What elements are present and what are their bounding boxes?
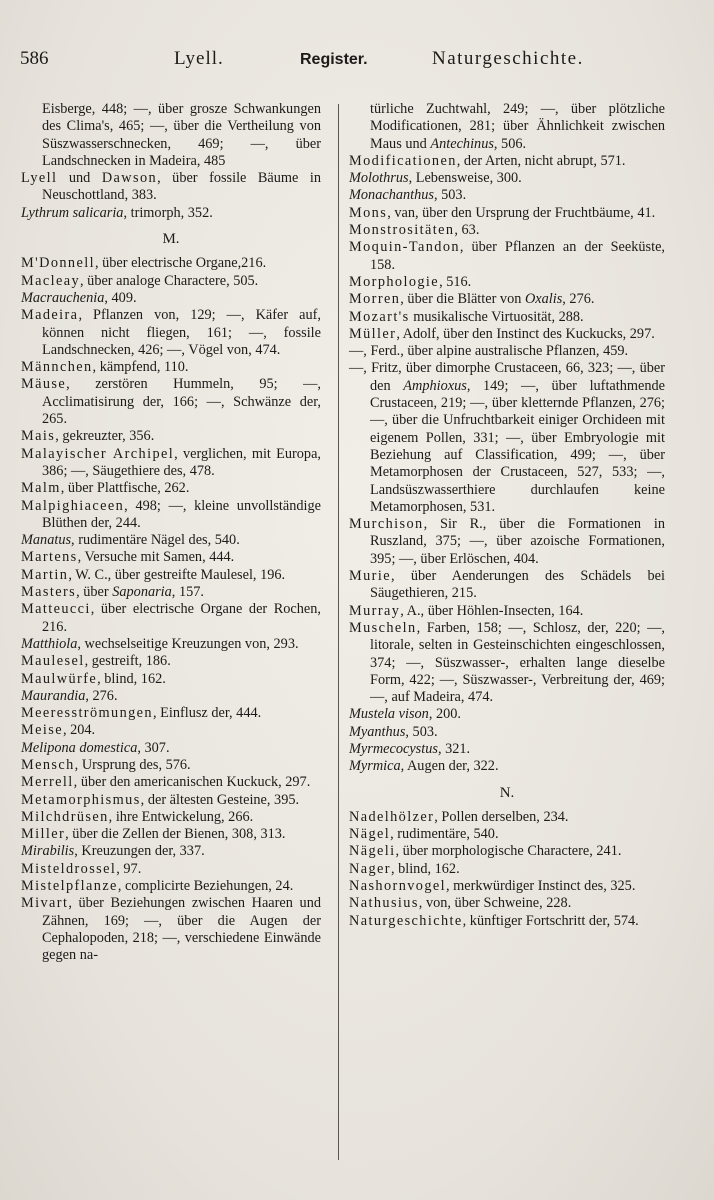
- entry-text: , blind, 162.: [390, 860, 460, 877]
- index-entry: [21, 307, 321, 359]
- entry-text: , der Arten, nicht abrupt, 571.: [456, 152, 626, 169]
- entry-text: , gestreift, 186.: [84, 653, 171, 670]
- entry-text: , der ältesten Gesteine, 395.: [140, 791, 300, 808]
- entry-headword: Murchison: [349, 516, 424, 533]
- index-entry: [21, 359, 321, 376]
- entry-italic-term: Myrmica: [349, 758, 401, 775]
- entry-text: , 204.: [62, 722, 96, 739]
- entry-text: , Ursprung des, 576.: [74, 756, 191, 773]
- index-entry: [21, 446, 321, 481]
- index-entry: [21, 205, 321, 222]
- index-entry: [21, 567, 321, 584]
- entry-text: , W. C., über gestreifte Maulesel, 196.: [68, 566, 286, 583]
- entry-headword: Metamorphismus: [21, 791, 141, 808]
- entry-headword: Macleay: [21, 272, 81, 289]
- entry-text: , 276.: [562, 291, 595, 308]
- entry-headword: Nägeli: [349, 843, 396, 860]
- entry-headword: Mistelpflanze: [21, 878, 118, 895]
- entry-headword: Nathusius: [349, 895, 419, 912]
- index-entry: [349, 222, 665, 239]
- entry-italic-term: Mirabilis: [21, 843, 75, 860]
- entry-text: , über die Zellen der Bienen, 308, 313.: [65, 826, 286, 843]
- index-entry: [21, 740, 321, 757]
- entry-headword: Mäuse: [21, 376, 67, 393]
- index-entry: [349, 878, 665, 895]
- index-entry: [21, 774, 321, 791]
- entry-italic-term: Monachanthus: [349, 187, 434, 204]
- entry-headword: Mons: [349, 204, 388, 221]
- entry-headword: Madeira: [21, 307, 79, 324]
- entry-italic-term: Saponaria: [112, 584, 172, 601]
- entry-text: , 503.: [433, 187, 467, 204]
- entry-headword: Modificationen: [349, 152, 457, 169]
- index-entry: [349, 620, 665, 706]
- running-head-section: Register.: [300, 51, 368, 68]
- entry-headword: Malayischer Archipel: [21, 445, 175, 462]
- entry-headword: Dawson: [101, 170, 158, 187]
- entry-text: , 503.: [405, 723, 438, 740]
- entry-text: , gekreuzter, 356.: [55, 428, 155, 445]
- entry-headword: Morphologie: [349, 273, 440, 290]
- index-entry: [349, 309, 665, 326]
- entry-headword: Morren: [349, 291, 401, 308]
- entry-headword: Nashornvogel: [349, 878, 447, 895]
- index-entry: [21, 722, 321, 739]
- entry-text: , complicirte Beziehungen, 24.: [117, 878, 294, 895]
- index-entry: [21, 549, 321, 566]
- entry-text: , 97.: [116, 860, 142, 877]
- entry-text: , über Pflanzen an der Seeküste, 158.: [370, 239, 665, 273]
- entry-headword: Martens: [21, 549, 78, 566]
- index-entry: [21, 601, 321, 636]
- index-entry: [349, 326, 665, 343]
- running-header: [20, 48, 694, 78]
- entry-headword: Monstrositäten: [349, 222, 455, 239]
- entry-headword: Männchen: [21, 359, 93, 376]
- entry-headword: Mozart's: [349, 308, 410, 325]
- entry-text: , Farben, 158; —, Schlosz, der, 220; —, litorale, selten in Gesteinschichten eingeschlossen, 374; —, Süszwasser-, erhalten lange dieselbe Form, 422; —, Süszwasser-, Verbreitung der, 469; —, auf Madeira, 474.: [370, 619, 665, 706]
- index-entry: [349, 861, 665, 878]
- entry-headword: Mais: [21, 428, 56, 445]
- entry-text: , wechselseitige Kreuzungen von, 293.: [77, 635, 299, 652]
- index-entry: [21, 532, 321, 549]
- entry-headword: Malpighiaceen: [21, 497, 125, 514]
- entry-text: , Kreuzungen der, 337.: [74, 843, 205, 860]
- entry-headword: Müller: [349, 325, 397, 342]
- entry-text: , 498; —, kleine unvollständige Blüthen der, 244.: [42, 497, 321, 531]
- entry-headword: Moquin-Tandon: [349, 239, 460, 256]
- entry-headword: Murray: [349, 602, 401, 619]
- index-entry: [349, 343, 665, 360]
- entry-text: , von, über Schweine, 228.: [418, 895, 572, 912]
- index-entry: [21, 688, 321, 705]
- index-entry: [349, 239, 665, 274]
- entry-text: , über Plattfische, 262.: [60, 480, 190, 497]
- entry-text: , künftiger Fortschritt der, 574.: [462, 912, 639, 929]
- index-entry: [349, 101, 665, 153]
- index-entry: [21, 376, 321, 428]
- column-rule: [338, 104, 339, 1160]
- entry-text: , über electrische Organe der Rochen, 216.: [42, 601, 321, 635]
- index-entry: [21, 705, 321, 722]
- index-entry: [21, 757, 321, 774]
- section-letter: N.: [499, 784, 515, 801]
- index-entry: [21, 428, 321, 445]
- entry-text: , über die Blätter von: [400, 291, 525, 308]
- entry-text: türliche Zuchtwahl, 249; —, über plötzliche Modificationen, 281; über Ähnlichkeit zwischen Maus und: [370, 101, 665, 152]
- index-entry: [21, 895, 321, 964]
- entry-text: , Einflusz der, 444.: [152, 705, 262, 722]
- index-entry: [21, 498, 321, 533]
- entry-headword: Matteucci: [21, 601, 91, 618]
- entry-text: , 307.: [137, 739, 170, 756]
- index-entry: [349, 153, 665, 170]
- index-entry: [349, 568, 665, 603]
- entry-italic-term: Mustela vison: [349, 706, 429, 723]
- index-entry: [349, 706, 665, 723]
- entry-italic-term: Manatus: [21, 532, 72, 549]
- entry-text: , rudimentäre, 540.: [390, 826, 499, 843]
- index-entry: [21, 273, 321, 290]
- entry-text: , A., über Höhlen-Insecten, 164.: [400, 602, 584, 619]
- index-entry: [349, 843, 665, 860]
- entry-text: , verglichen, mit Europa, 386; —, Säugethiere des, 478.: [42, 445, 322, 479]
- index-entry: [21, 170, 321, 205]
- entry-text: , über den americanischen Kuckuck, 297.: [73, 774, 311, 791]
- entry-text: , kämpfend, 110.: [92, 359, 189, 376]
- section-letter: M.: [162, 231, 180, 248]
- entry-text: , 321.: [437, 740, 471, 757]
- index-entry: [21, 584, 321, 601]
- entry-italic-term: Macrauchenia: [21, 289, 105, 306]
- entry-text: , Versuche mit Samen, 444.: [77, 549, 235, 566]
- entry-headword: Nägel: [349, 826, 391, 843]
- entry-headword: Mivart: [21, 895, 69, 912]
- entry-italic-term: Antechinus: [430, 135, 494, 152]
- entry-text: , 276.: [85, 687, 118, 704]
- index-entry: [21, 671, 321, 688]
- entry-text: Eisberge, 448; —, über grosze Schwankungen des Clima's, 465; —, über die Vertheilung von Süszwasserschnecken, 469; —, über Landschnecken in Madeira, 485: [42, 101, 321, 169]
- entry-headword: Martin: [21, 566, 69, 583]
- index-entry: [349, 360, 665, 516]
- entry-text: , über Beziehungen zwischen Haaren und Zähnen, 169; —, über die Augen der Cephalopoden, 218; —, verschiedene Einwände gegen na-: [42, 895, 321, 964]
- running-head-title: Naturgeschichte.: [432, 48, 584, 69]
- entry-text: , über electrische Organe,216.: [94, 255, 267, 272]
- index-column-left: [21, 101, 321, 965]
- entry-italic-term: Maurandia: [21, 687, 86, 704]
- index-entry: [21, 290, 321, 307]
- entry-headword: Muscheln: [349, 619, 417, 636]
- index-entry: [349, 170, 665, 187]
- entry-text: , 516.: [439, 273, 472, 290]
- entry-text: , über Aenderungen des Schädels bei Säugethieren, 215.: [370, 568, 665, 602]
- index-entry: [21, 101, 321, 170]
- entry-italic-term: Amphioxus: [403, 377, 467, 394]
- index-entry: [21, 480, 321, 497]
- index-entry: [349, 913, 665, 930]
- entry-headword: Misteldrossel: [21, 860, 117, 877]
- entry-headword: Mensch: [21, 756, 75, 773]
- entry-text: , blind, 162.: [97, 670, 166, 687]
- entry-text: , über: [76, 584, 113, 601]
- index-entry: [349, 291, 665, 308]
- entry-headword: Naturgeschichte: [349, 912, 463, 929]
- entry-headword: Merrell: [21, 774, 74, 791]
- entry-headword: Maulwürfe: [21, 670, 98, 687]
- index-entry: [349, 516, 665, 568]
- entry-headword: Masters: [21, 584, 77, 601]
- entry-text: , rudimentäre Nägel des, 540.: [71, 532, 240, 549]
- entry-text: , über fossile Bäume in Neuschottland, 383.: [42, 170, 321, 204]
- entry-headword: Milchdrüsen: [21, 808, 109, 825]
- entry-headword: Meeresströmungen: [21, 705, 153, 722]
- index-entry: [349, 895, 665, 912]
- index-entry: [349, 205, 665, 222]
- entry-headword: Meise: [21, 722, 63, 739]
- running-head-author: Lyell.: [174, 48, 224, 69]
- entry-text: , 149; —, über luftathmende Crustaceen, 219; —, über kletternde Pflanzen, 276; —, über die Unfruchtbarkeit einiger Orchideen mit eigenem Pollen, 331; —, über Embryologie mit Beziehung auf Classification, 499; —, über Metamorphosen der Crustaceen, 527, 533; —, Landsüszwasserthiere durchlaufen keine Metamorphosen, 531.: [370, 377, 665, 515]
- index-entry: [21, 861, 321, 878]
- entry-text: , trimorph, 352.: [123, 204, 213, 221]
- entry-italic-term: Oxalis: [524, 291, 563, 308]
- entry-italic-term: Myrmecocystus: [349, 740, 438, 757]
- entry-text: , 409.: [104, 289, 137, 306]
- entry-text: , über morphologische Charactere, 241.: [395, 843, 622, 860]
- entry-text: —, Fritz, über dimorphe Crustaceen, 66, 323; —, über den: [349, 360, 665, 394]
- index-entry: [349, 809, 665, 826]
- entry-text: —, Ferd., über alpine australische Pflanzen, 459.: [349, 343, 629, 360]
- entry-headword: Lyell: [21, 170, 58, 187]
- entry-headword: Malm: [21, 480, 61, 497]
- index-entry: [349, 826, 665, 843]
- entry-text: , Adolf, über den Instinct des Kuckucks, 297.: [396, 325, 655, 342]
- entry-text: , 157.: [171, 584, 204, 601]
- index-entry: [349, 758, 665, 775]
- entry-text: , 506.: [493, 135, 527, 152]
- entry-italic-term: Myanthus: [349, 723, 406, 740]
- page-number: 586: [20, 48, 49, 69]
- index-entry: [21, 809, 321, 826]
- entry-text: , Lebensweise, 300.: [408, 170, 522, 187]
- index-entry: [21, 653, 321, 670]
- index-column-right: [349, 101, 665, 930]
- entry-headword: M'Donnell: [21, 255, 95, 272]
- entry-headword: Murie: [349, 568, 391, 585]
- entry-text: , Sir R., über die Formationen in Ruszland, 375; —, über azoische Formationen, 395; —, über Erlöschen, 404.: [370, 516, 665, 567]
- entry-text: , 200.: [428, 706, 461, 723]
- entry-text: musikalische Virtuosität, 288.: [409, 308, 584, 325]
- index-entry: [21, 878, 321, 895]
- entry-text: , merkwürdiger Instinct des, 325.: [446, 878, 636, 895]
- entry-text: , van, über den Ursprung der Fruchtbäume, 41.: [387, 204, 656, 221]
- entry-italic-term: Melipona domestica: [21, 739, 138, 756]
- index-entry: [21, 843, 321, 860]
- entry-text: , über analoge Charactere, 505.: [80, 272, 259, 289]
- entry-headword: Nadelhölzer: [349, 808, 435, 825]
- entry-italic-term: Lythrum salicaria: [21, 204, 124, 221]
- entry-text: , Pflanzen von, 129; —, Käfer auf, können nicht fliegen, 161; —, fossile Landschnecken, 426; —, Vögel von, 474.: [42, 307, 321, 358]
- entry-text: , zerstören Hummeln, 95; —, Acclimatisirung der, 166; —, Schwänze der, 265.: [42, 376, 321, 428]
- entry-text: , Pollen derselben, 234.: [434, 808, 569, 825]
- entry-headword: Nager: [349, 860, 391, 877]
- index-entry: [349, 187, 665, 204]
- entry-headword: Maulesel: [21, 653, 85, 670]
- entry-italic-term: Matthiola: [21, 635, 78, 652]
- index-entry: [21, 636, 321, 653]
- index-entry: [21, 792, 321, 809]
- index-entry: [349, 741, 665, 758]
- index-entry: [21, 826, 321, 843]
- index-entry: [21, 255, 321, 272]
- entry-text: , ihre Entwickelung, 266.: [108, 808, 254, 825]
- entry-text: , Augen der, 322.: [400, 758, 499, 775]
- entry-text: , 63.: [454, 222, 480, 239]
- entry-text: und: [57, 170, 102, 187]
- index-entry: [349, 724, 665, 741]
- index-entry: [349, 603, 665, 620]
- entry-headword: Miller: [21, 826, 66, 843]
- index-entry: [349, 274, 665, 291]
- entry-italic-term: Molothrus: [349, 170, 409, 187]
